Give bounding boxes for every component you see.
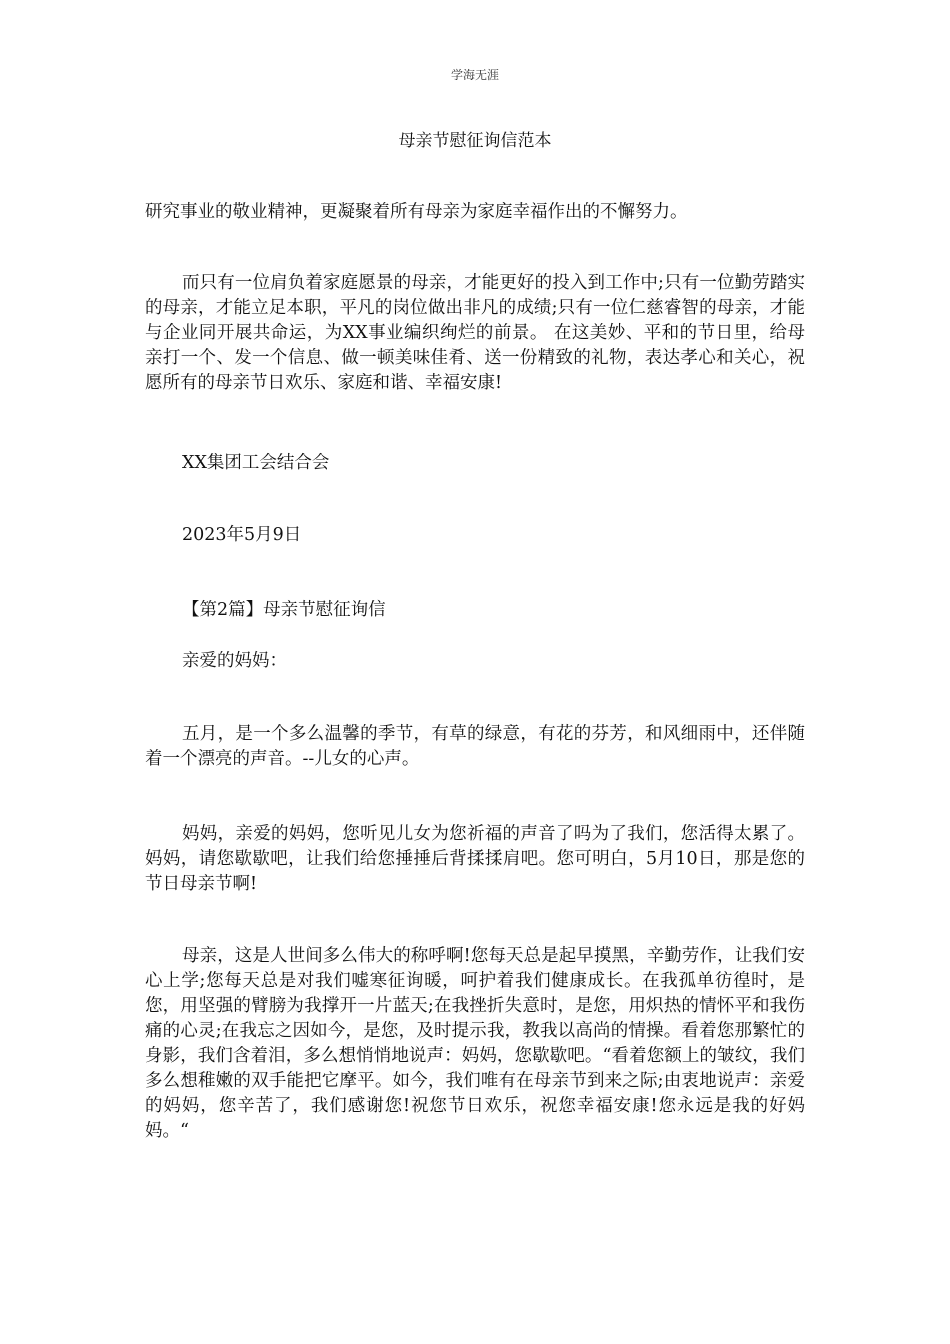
paragraph-mothers-day-reminder: 妈妈，亲爱的妈妈，您听见儿女为您祈福的声音了吗为了我们，您活得太累了。妈妈，请您歇歇吧，让我们给您捶捶后背揉揉肩吧。您可明白，5月10日，那是您的节日母亲节啊! — [145, 824, 805, 894]
paragraph-mother-tribute: 母亲，这是人世间多么伟大的称呼啊!您每天总是起早摸黑，辛勤劳作，让我们安心上学;您每天总是对我们嘘寒征询暖，呵护着我们健康成长。在我孤单彷徨时，是您，用坚强的臂膀为我撑开一片蓝天;在我挫折失意时，是您，用炽热的情怀平和我伤痛的心灵;在我忘之因如今，是您，及时提示我，教我以高尚的情操。看着您那繁忙的身影，我们含着泪，多么想悄悄地说声：妈妈，您歇歇吧。“看着您额上的皱纹，我们多么想稚嫩的双手能把它摩平。如今，我们唯有在母亲节到来之际;由衷地说声：亲爱的妈妈，您辛苦了，我们感谢您!祝您节日欢乐，祝您幸福安康!您永远是我的好妈妈。“ — [145, 946, 805, 1141]
section-2-heading: 【第2篇】母亲节慰征询信 — [182, 600, 386, 620]
header-note: 学海无涯 — [450, 68, 499, 82]
signature-date: 2023年5月9日 — [182, 525, 302, 545]
signature-organization: XX集团工会结合会 — [182, 453, 330, 473]
letter-salutation: 亲爱的妈妈： — [182, 651, 287, 671]
paragraph-intro-fragment: 研究事业的敬业精神，更凝聚着所有母亲为家庭幸福作出的不懈努力。 — [145, 202, 688, 222]
paragraph-may-season: 五月，是一个多么温馨的季节，有草的绿意，有花的芬芳，和风细雨中，还伴随着一个漂亮的声音。--儿女的心声。 — [145, 724, 805, 769]
document-title: 母亲节慰征询信范本 — [398, 131, 552, 151]
paragraph-mothers-dedication: 而只有一位肩负着家庭愿景的母亲，才能更好的投入到工作中;只有一位勤劳踏实的母亲，才能立足本职，平凡的岗位做出非凡的成绩;只有一位仁慈睿智的母亲，才能与企业同开展共命运，为XX事业编织绚烂的前景。 在这美妙、平和的节日里，给母亲打一个、发一个信息、做一顿美味佳肴、送一份精致的礼物，表达孝心和关心，祝愿所有的母亲节日欢乐、家庭和谐、幸福安康! — [145, 273, 805, 393]
